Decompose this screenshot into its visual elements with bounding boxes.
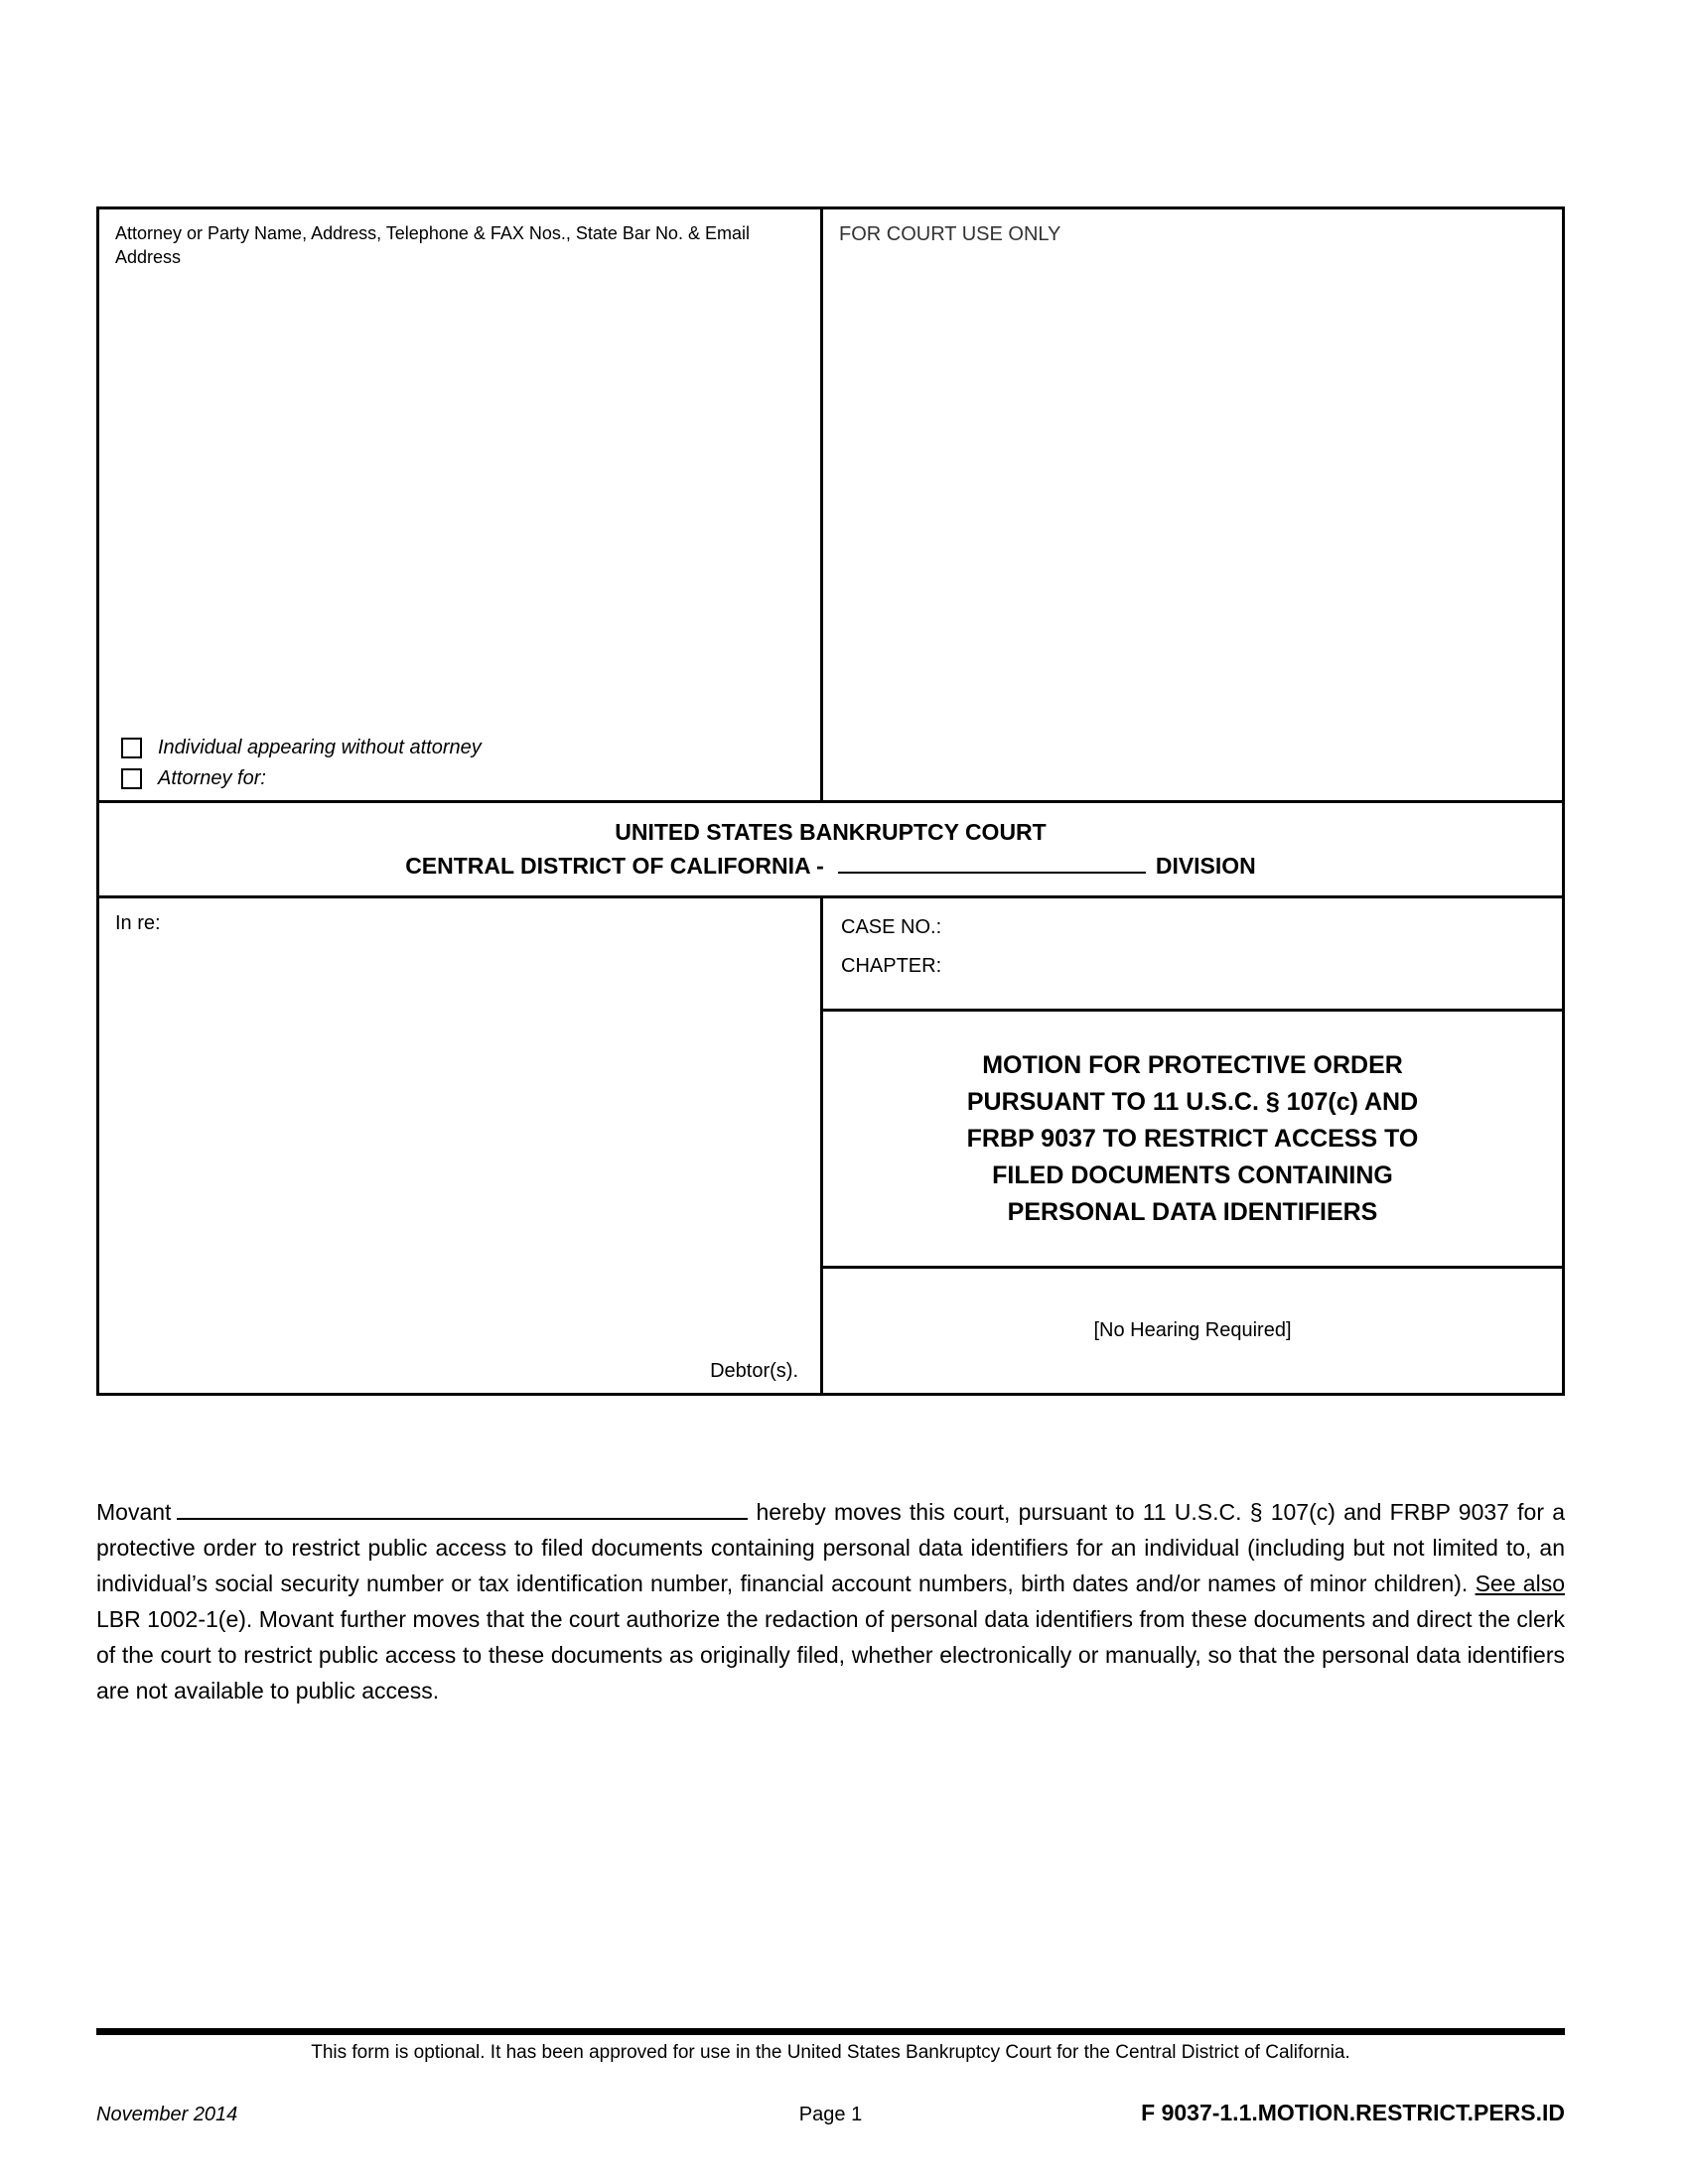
court-use-label: FOR COURT USE ONLY [839,223,1061,245]
motion-title-line-3: FRBP 9037 TO RESTRICT ACCESS TO [966,1124,1419,1153]
motion-title-line-4: FILED DOCUMENTS CONTAINING [992,1160,1393,1189]
paragraph-text-2: LBR 1002-1(e). Movant further moves that the court authorize the redaction of personal data identifiers from these documents and direct the clerk of the court to restrict public access to these documents as originally filed, whether electronically or manually, so that the personal data identifiers are not available to public access. [96,1606,1565,1704]
individual-appearing-label: Individual appearing without attorney [158,737,482,758]
individual-appearing-checkbox[interactable] [121,738,142,758]
motion-body-paragraph [96,1494,1565,1708]
district-line [99,849,1562,883]
district-prefix: CENTRAL DISTRICT OF CALIFORNIA - [405,853,824,879]
court-heading-row [99,803,1562,898]
paragraph-text-1: hereby moves this court, pursuant to 11 U.S.C. § 107(c) and FRBP 9037 for a protective order to restrict public access to filed documents containing personal data identifiers for an individual (including but not limited to, an individual’s social security number or tax identification number, financial account numbers, birth dates and/or names of minor children). [96,1499,1565,1596]
no-hearing-label: [No Hearing Required] [1093,1319,1292,1341]
footer-optional-note: This form is optional. It has been approved for use in the United States Bankruptcy Court for the Central District of California. [311,2042,1350,2063]
attorney-box-label: Attorney or Party Name, Address, Telephone & FAX Nos., State Bar No. & Email Address [115,223,750,267]
in-re-label: In re: [115,912,161,934]
footer-form-id: F 9037-1.1.MOTION.RESTRICT.PERS.ID [1141,2100,1565,2125]
footer-page-number: Page 1 [798,2104,863,2125]
checkbox-row-individual [115,737,804,759]
no-hearing-box [823,1269,1562,1393]
movant-name-blank-field[interactable] [177,1512,748,1520]
division-blank-field[interactable] [838,866,1146,874]
motion-title-line-5: PERSONAL DATA IDENTIFIERS [1007,1197,1378,1226]
footer-row [96,2097,1565,2126]
footer-date: November 2014 [96,2104,238,2125]
see-also-reference: See also [1475,1570,1565,1596]
motion-title-line-1: MOTION FOR PROTECTIVE ORDER [982,1050,1403,1079]
footer-divider [96,2028,1565,2035]
court-use-box [823,209,1562,800]
chapter-label: CHAPTER: [841,955,942,977]
attorney-for-label: Attorney for: [158,767,266,789]
case-chapter-box[interactable] [823,898,1562,1012]
in-re-box[interactable] [99,898,823,1393]
court-title: UNITED STATES BANKRUPTCY COURT [615,819,1047,845]
motion-title [823,1012,1562,1269]
caption-table [96,206,1565,1396]
case-right-column [823,898,1562,1393]
caption-top-row [99,209,1562,803]
attorney-info-box[interactable] [99,209,823,800]
case-row [99,898,1562,1393]
division-suffix: DIVISION [1155,853,1256,879]
debtors-label: Debtor(s). [710,1360,798,1382]
checkbox-row-attorney-for [115,767,804,790]
motion-title-line-2: PURSUANT TO 11 U.S.C. § 107(c) AND [966,1087,1419,1116]
movant-label: Movant [96,1499,172,1525]
checkbox-block [115,729,804,792]
case-no-label: CASE NO.: [841,916,942,938]
attorney-for-checkbox[interactable] [121,768,142,789]
